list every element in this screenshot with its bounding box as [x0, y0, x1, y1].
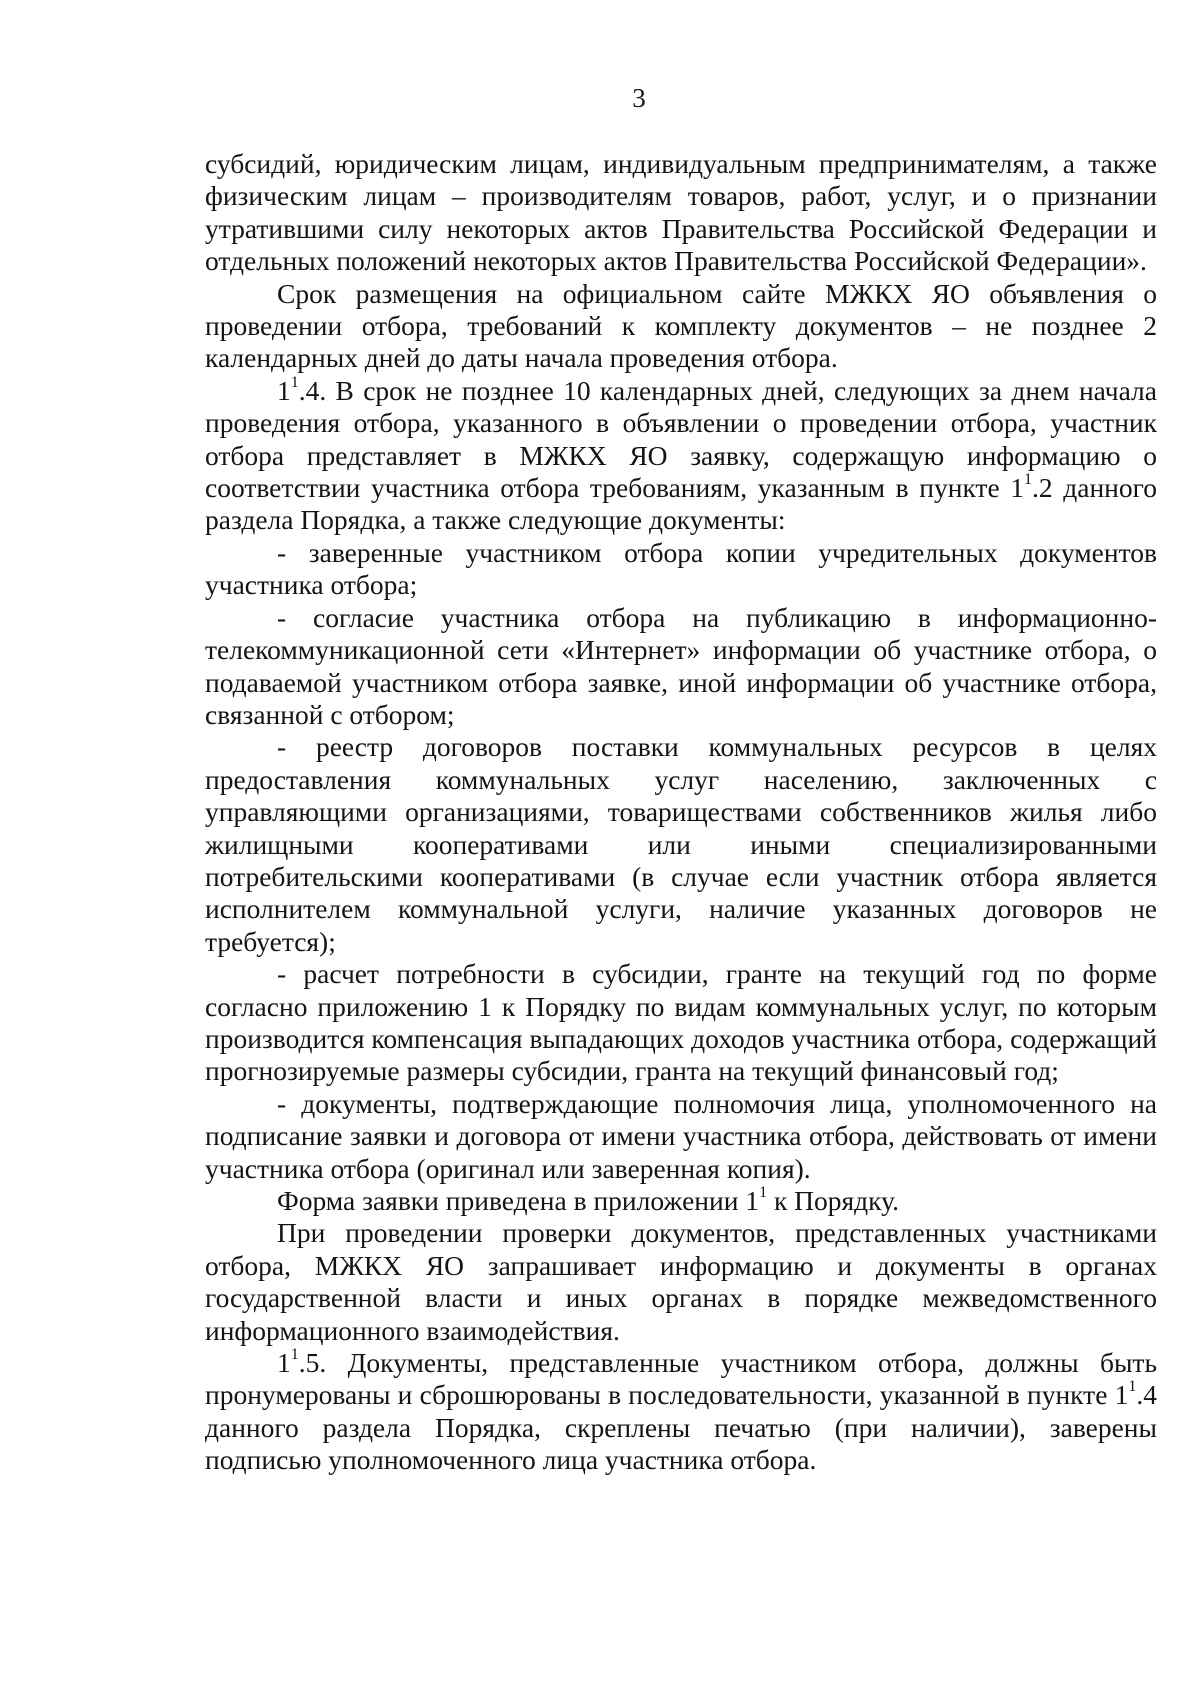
paragraph-text: - согласие участника отбора на публикацию в информационно-телекоммуникационной сети «Интернет» информации об участнике отбора, о подаваемой участником отбора заявке, иной информации об участнике отбора, связанной с отбором; — [205, 601, 1157, 730]
paragraph — [205, 602, 1157, 732]
paragraph — [205, 1347, 1157, 1477]
paragraph-text: - расчет потребности в субсидии, гранте на текущий год по форме согласно приложению 1 к Порядку по видам коммунальных услуг, по которым производится компенсация выпадающих доходов участника отбора, содержащий прогнозируемые размеры субсидии, гранта на текущий финансовый год; — [205, 958, 1157, 1087]
paragraph-text: .4 данного раздела Порядка, скреплены печатью (при наличии), заверены подписью уполномоченного лица участника отбора. — [205, 1379, 1157, 1476]
paragraph-text: к Порядку. — [767, 1185, 900, 1216]
superscript: 1 — [290, 1345, 299, 1363]
paragraph-text: Срок размещения на официальном сайте МЖКХ ЯО объявления о проведении отбора, требований к комплекту документов – не позднее 2 календарных дней до даты начала проведения отбора. — [205, 277, 1157, 374]
paragraph-text: .2 данного раздела Порядка, а также следующие документы: — [205, 472, 1157, 536]
superscript: 1 — [1128, 1378, 1137, 1396]
paragraph — [205, 375, 1157, 537]
page-number: 3 — [632, 83, 646, 113]
paragraph-text: - реестр договоров поставки коммунальных ресурсов в целях предоставления коммунальных услуг населению, заключенных с управляющими организациями, товариществами собственников жилья либо жилищными кооперативами или иными специализированными потребительскими кооперативами (в случае если участник отбора является исполнителем коммунальной услуги, наличие указанных договоров не требуется); — [205, 731, 1157, 957]
paragraph-text: .4. В срок не позднее 10 календарных дней, следующих за днем начала проведения отбора, указанного в объявлении о проведении отбора, участник отбора представляет в МЖКХ ЯО заявку, содержащую информацию о соответствии участника отбора требованиям, указанным в пункте 1 — [205, 374, 1157, 504]
paragraph — [205, 731, 1157, 958]
superscript: 1 — [290, 373, 299, 391]
paragraph — [205, 148, 1157, 278]
paragraph-text: субсидий, юридическим лицам, индивидуальным предпринимателям, а также физическим лицам – производителям товаров, работ, услуг, и о признании утратившими силу некоторых актов Правительства Российской Федерации и отдельных положений некоторых актов Правительства Российской Федерации». — [205, 148, 1157, 277]
paragraph-text: - заверенные участником отбора копии учредительных документов участника отбора; — [205, 536, 1157, 601]
paragraph-text: - документы, подтверждающие полномочия лица, уполномоченного на подписание заявки и договора от имени участника отбора, действовать от имени участника отбора (оригинал или заверенная копия). — [205, 1087, 1157, 1184]
paragraph — [205, 1088, 1157, 1185]
superscript: 1 — [1024, 470, 1033, 488]
superscript: 1 — [759, 1183, 768, 1201]
paragraph-text: При проведении проверки документов, представленных участниками отбора, МЖКХ ЯО запрашивает информацию и документы в органах государственной власти и иных органах в порядке межведомственного информационного взаимодействия. — [205, 1217, 1157, 1346]
paragraph-text: 1 — [277, 1347, 291, 1379]
paragraph — [205, 958, 1157, 1088]
paragraph-text: .5. Документы, представленные участником отбора, должны быть пронумерованы и сброшюрованы в последовательности, указанной в пункте 1 — [205, 1347, 1157, 1411]
document-body — [205, 148, 1157, 1477]
paragraph — [205, 1185, 1157, 1217]
paragraph-text: 1 — [277, 374, 291, 406]
paragraph — [205, 278, 1157, 375]
paragraph-text: Форма заявки приведена в приложении 1 — [277, 1185, 760, 1216]
paragraph — [205, 537, 1157, 602]
paragraph — [205, 1217, 1157, 1347]
